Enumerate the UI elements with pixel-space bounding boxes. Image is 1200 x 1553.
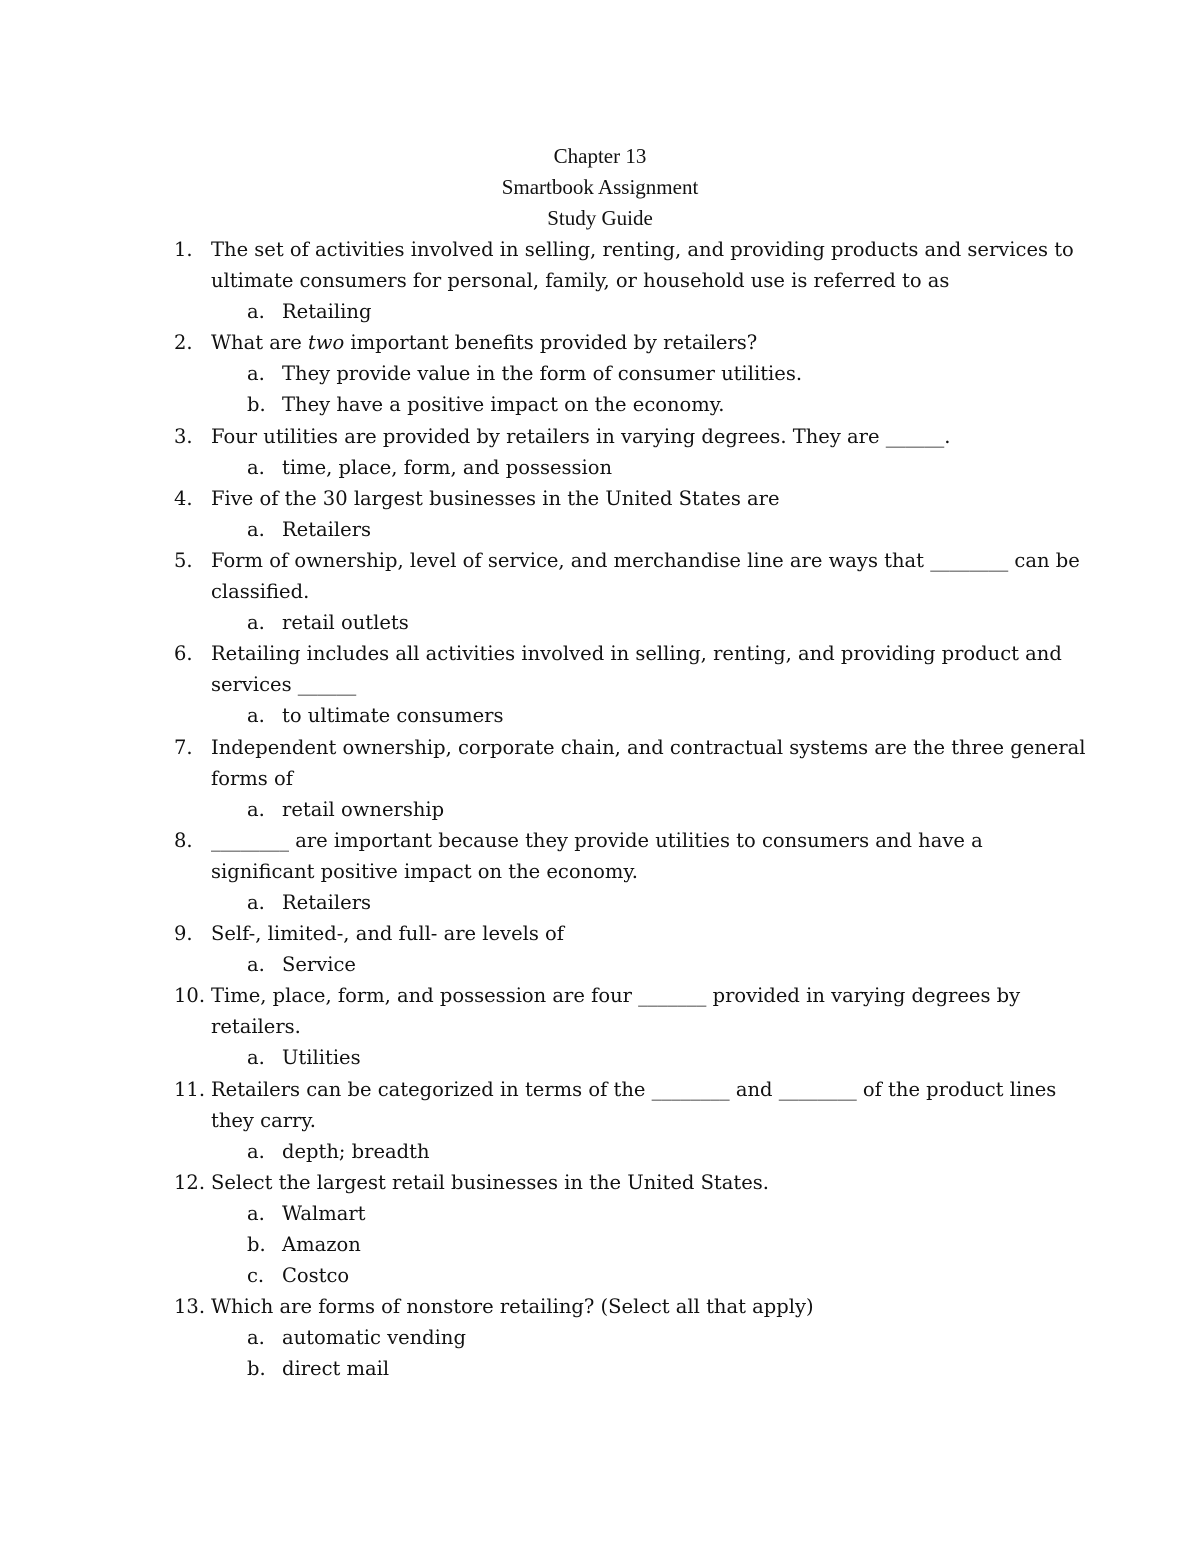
question-text-emphasis: two bbox=[307, 331, 345, 355]
question-text: Select the largest retail businesses in the United States. bbox=[211, 1170, 769, 1194]
question-text: classified. bbox=[211, 580, 310, 604]
answer-label: a. bbox=[247, 517, 265, 541]
question-text: significant positive impact on the economy. bbox=[211, 859, 639, 883]
question-number: 3. bbox=[174, 424, 193, 448]
question-12-line-1 bbox=[0, 1167, 1200, 1198]
question-9-line-1 bbox=[0, 918, 1200, 949]
question-number: 12. bbox=[174, 1170, 206, 1194]
question-number: 11. bbox=[174, 1077, 206, 1101]
question-1-line-1 bbox=[0, 234, 1200, 265]
question-number: 13. bbox=[174, 1295, 206, 1319]
answer-item bbox=[0, 358, 1200, 389]
answer-label: a. bbox=[247, 362, 265, 386]
answer-text: Utilities bbox=[282, 1046, 361, 1070]
answer-text: Amazon bbox=[282, 1233, 361, 1256]
question-number: 7. bbox=[174, 735, 193, 759]
question-number: 8. bbox=[174, 828, 193, 852]
question-number: 2. bbox=[174, 331, 193, 355]
answer-text: automatic vending bbox=[282, 1326, 466, 1350]
question-text: Self-, limited-, and full- are levels of bbox=[211, 922, 565, 946]
answer-text: Walmart bbox=[282, 1201, 366, 1225]
question-number: 10. bbox=[174, 984, 206, 1008]
question-4-line-1 bbox=[0, 483, 1200, 514]
question-10-line-1 bbox=[0, 980, 1200, 1011]
answer-item bbox=[0, 1260, 1200, 1291]
question-13-line-1 bbox=[0, 1291, 1200, 1322]
answer-item bbox=[0, 1042, 1200, 1073]
answer-label: a. bbox=[247, 953, 265, 977]
question-text: services ______ bbox=[211, 673, 357, 697]
question-text: Retailers can be categorized in terms of the ________ and ________ of the product lines bbox=[211, 1077, 1057, 1101]
question-2-line-1 bbox=[0, 327, 1200, 358]
answer-text: direct mail bbox=[282, 1357, 390, 1381]
question-number: 4. bbox=[174, 486, 193, 510]
assignment-title: Smartbook Assignment bbox=[501, 175, 699, 199]
question-text-prefix: What are bbox=[211, 331, 308, 355]
answer-item bbox=[0, 514, 1200, 545]
question-text: Five of the 30 largest businesses in the United States are bbox=[211, 486, 780, 510]
answer-text: Costco bbox=[282, 1264, 350, 1288]
question-text bbox=[211, 327, 1061, 358]
answer-label: a. bbox=[247, 797, 265, 821]
question-text: Time, place, form, and possession are four _______ provided in varying degrees by bbox=[211, 984, 1021, 1008]
answer-label: a. bbox=[247, 611, 265, 635]
question-text: Retailing includes all activities involved in selling, renting, and providing product and bbox=[211, 642, 1062, 666]
question-number: 1. bbox=[174, 238, 193, 261]
answer-item bbox=[0, 700, 1200, 731]
chapter-title: Chapter 13 bbox=[553, 144, 647, 168]
answer-item bbox=[0, 1353, 1200, 1384]
answer-text: to ultimate consumers bbox=[282, 704, 504, 728]
answer-label: b. bbox=[247, 393, 266, 417]
answer-item bbox=[0, 1136, 1200, 1167]
answer-text: Retailers bbox=[282, 517, 372, 541]
question-6-line-2 bbox=[0, 669, 1200, 700]
question-text: retailers. bbox=[211, 1015, 301, 1039]
answer-text: Retailing bbox=[282, 300, 372, 324]
answer-label: a. bbox=[247, 704, 265, 728]
answer-label: a. bbox=[247, 1046, 265, 1070]
answer-item bbox=[0, 389, 1200, 420]
answer-text: They have a positive impact on the economy. bbox=[282, 393, 725, 417]
question-5-line-2 bbox=[0, 576, 1200, 607]
question-text-suffix: important benefits provided by retailers? bbox=[344, 331, 758, 355]
answer-item bbox=[0, 1229, 1200, 1260]
question-5-line-1 bbox=[0, 545, 1200, 576]
question-text: Form of ownership, level of service, and merchandise line are ways that ________ can be bbox=[211, 548, 1080, 572]
answer-text: retail outlets bbox=[282, 611, 409, 635]
document-header bbox=[0, 141, 1200, 234]
question-text: they carry. bbox=[211, 1108, 316, 1132]
question-text: Which are forms of nonstore retailing? (Select all that apply) bbox=[211, 1295, 814, 1319]
question-text: Four utilities are provided by retailers in varying degrees. They are ______. bbox=[211, 424, 951, 448]
answer-label: b. bbox=[247, 1233, 266, 1256]
question-list bbox=[0, 234, 1200, 1384]
question-10-line-2 bbox=[0, 1011, 1200, 1042]
answer-label: a. bbox=[247, 1139, 265, 1163]
answer-text: retail ownership bbox=[282, 797, 445, 821]
question-7-line-1 bbox=[0, 732, 1200, 763]
question-8-line-2 bbox=[0, 856, 1200, 887]
answer-label: a. bbox=[247, 1201, 265, 1225]
question-number: 5. bbox=[174, 548, 193, 572]
guide-title: Study Guide bbox=[547, 206, 653, 230]
question-7-line-2 bbox=[0, 763, 1200, 794]
answer-item bbox=[0, 607, 1200, 638]
answer-label: a. bbox=[247, 1326, 265, 1350]
question-number: 9. bbox=[174, 922, 193, 946]
answer-item bbox=[0, 296, 1200, 327]
answer-text: depth; breadth bbox=[282, 1139, 430, 1163]
question-11-line-2 bbox=[0, 1105, 1200, 1136]
answer-text: They provide value in the form of consumer utilities. bbox=[282, 362, 803, 386]
question-1-line-2 bbox=[0, 265, 1200, 296]
answer-text: Retailers bbox=[282, 890, 372, 914]
question-11-line-1 bbox=[0, 1074, 1200, 1105]
answer-text: time, place, form, and possession bbox=[282, 455, 613, 479]
answer-text: Service bbox=[282, 953, 356, 977]
question-text: ultimate consumers for personal, family, or household use is referred to as bbox=[211, 269, 950, 293]
answer-item bbox=[0, 1198, 1200, 1229]
question-text: ________ are important because they provide utilities to consumers and have a bbox=[211, 828, 983, 852]
question-6-line-1 bbox=[0, 638, 1200, 669]
answer-item bbox=[0, 452, 1200, 483]
answer-item bbox=[0, 1322, 1200, 1353]
answer-label: c. bbox=[247, 1264, 265, 1288]
answer-item bbox=[0, 949, 1200, 980]
question-text: Independent ownership, corporate chain, and contractual systems are the three general bbox=[211, 735, 1086, 759]
answer-label: a. bbox=[247, 890, 265, 914]
question-text: The set of activities involved in selling, renting, and providing products and services to bbox=[211, 238, 1074, 261]
question-8-line-1 bbox=[0, 825, 1200, 856]
question-3-line-1 bbox=[0, 421, 1200, 452]
answer-item bbox=[0, 794, 1200, 825]
answer-label: b. bbox=[247, 1357, 266, 1381]
answer-label: a. bbox=[247, 300, 265, 324]
answer-item bbox=[0, 887, 1200, 918]
answer-label: a. bbox=[247, 455, 265, 479]
question-text: forms of bbox=[211, 766, 293, 790]
question-number: 6. bbox=[174, 642, 193, 666]
